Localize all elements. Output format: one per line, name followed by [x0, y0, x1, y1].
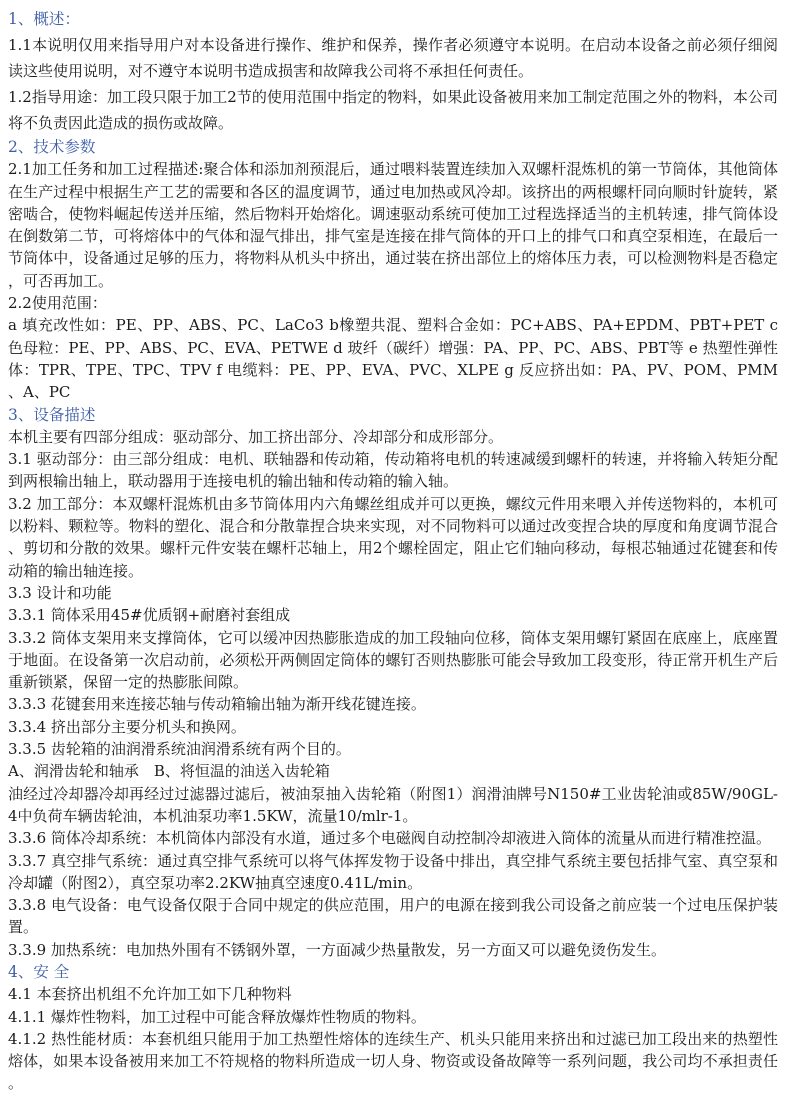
heading-safety: 4、安 全: [8, 962, 70, 981]
heading-equipment-description: 3、设备描述: [8, 405, 96, 424]
paragraph-3-3-9: 3.3.9 加热系统：电加热外围有不锈钢外罩，一方面减少热量散发，另一方面又可以避免烫伤发生。: [8, 940, 666, 959]
paragraph-2-2-title: 2.2使用范围：: [8, 294, 107, 313]
paragraph-3-3-8: 3.3.8 电气设备：电气设备仅限于合同中规定的供应范围，用户的电源在接到我公司设备之前应装一个过电压保护装置。: [8, 896, 778, 937]
section-overview: [8, 6, 778, 136]
paragraph-1-1: 1.1本说明仅用来指导用户对本设备进行操作、维护和保养，操作者必须遵守本说明。在启动本设备之前必须仔细阅读这些使用说明，对不遵守本说明书造成损害和故障我公司将不承担任何责任。: [8, 36, 778, 80]
paragraph-2-1: 2.1加工任务和加工过程描述:聚合体和添加剂预混后，通过喂料装置连续加入双螺杆混炼机的第一节筒体，其他筒体在生产过程中根据生产工艺的需要和各区的温度调节，通过电加热或风冷却。该挤出的两根螺杆同向顺时针旋转，紧密啮合，使物料崛起传送并压缩，然后物料开始熔化。调速驱动系统可使加工过程选择适当的主机转速，排气筒体设在倒数第二节，可将熔体中的气体和湿气排出，排气室是连接在排气筒体的开口上的排气口和真空泵相连，在最后一节筒体中，设备通过足够的压力，将物料从机头中挤出，通过装在挤出部位上的熔体压力表，可以检测物料是否稳定，可否再加工。: [8, 160, 778, 290]
paragraph-3-intro: 本机主要有四部分组成：驱动部分、加工挤出部分、冷却部分和成形部分。: [8, 427, 504, 446]
section-safety: [8, 961, 778, 1095]
paragraph-3-3-5-oil-spec: 油经过冷却器冷却再经过过滤器过滤后，被油泵抽入齿轮箱（附图1）润滑油牌号N150#工业齿轮油或85W/90GL-4中负荷车辆齿轮油，本机油泵功率1.5KW，流量10/mlr-1。: [8, 784, 778, 825]
paragraph-4-1: 4.1 本套挤出机组不允许加工如下几种物料: [8, 985, 292, 1004]
section-equipment-description: [8, 404, 778, 961]
heading-overview: 1、概述：: [8, 10, 80, 28]
paragraph-3-3-1: 3.3.1 筒体采用45#优质钢+耐磨衬套组成: [8, 606, 291, 625]
paragraph-3-3-4: 3.3.4 挤出部分主要分机头和换网。: [8, 717, 246, 736]
paragraph-3-3-3: 3.3.3 花键套用来连接芯轴与传动箱输出轴为渐开线花键连接。: [8, 695, 426, 714]
paragraph-3-3-5: 3.3.5 齿轮箱的油润滑系统油润滑系统有两个目的。: [8, 740, 351, 759]
paragraph-3-3: 3.3 设计和功能: [8, 583, 112, 602]
paragraph-3-3-5-purposes: A、润滑齿轮和轴承 B、将恒温的油送入齿轮箱: [8, 762, 330, 781]
paragraph-3-2: 3.2 加工部分：本双螺杆混炼机由多节筒体用内六角螺丝组成并可以更换，螺纹元件用来喂入并传送物料的，本机可以粉料、颗粒等。物料的塑化、混合和分散靠捏合块来实现，对不同物料可以通过改变捏合块的厚度和角度调节混合、剪切和分散的效果。螺杆元件安装在螺杆芯轴上，用2个螺栓固定，阻止它们轴向移动，每根芯轴通过花键套和传动箱的输出轴连接。: [8, 494, 778, 580]
paragraph-3-3-6: 3.3.6 筒体冷却系统：本机筒体内部没有水道，通过多个电磁阀自动控制冷却液进入筒体的流量从而进行精准控温。: [8, 829, 771, 848]
paragraph-3-3-2: 3.3.2 筒体支架用来支撑筒体，它可以缓冲因热膨胀造成的加工段轴向位移，筒体支架用螺钉紧固在底座上，底座置于地面。在设备第一次启动前，必须松开两侧固定筒体的螺钉否则热膨胀可能会导致加工段变形，待正常开机生产后重新锁紧，保留一定的热膨胀间隙。: [8, 628, 778, 692]
heading-technical-parameters: 2、技术参数: [8, 138, 96, 156]
paragraph-4-1-1: 4.1.1 爆炸性物料，加工过程中可能含释放爆炸性物质的物料。: [8, 1007, 426, 1026]
section-technical-parameters: [8, 136, 778, 404]
paragraph-4-1-2: 4.1.2 热性能材质：本套机组只能用于加工热塑性熔体的连续生产、机头只能用来挤出和过滤已加工段出来的热塑性熔体，如果本设备被用来加工不符规格的物料所造成一切人身、物资或设备故障等一系列问题，我公司均不承担责任。: [8, 1029, 778, 1093]
paragraph-2-2-materials: a 填充改性如：PE、PP、ABS、PC、LaCo3 b橡塑共混、塑料合金如：PC+ABS、PA+EPDM、PBT+PET c 色母粒：PE、PP、ABS、PC、EVA、PETWE d 玻纤（碳纤）增强：PA、PP、PC、ABS、PBT等 e 热塑性弹性体：TPR、TPE、TPC、TPV f 电缆料：PE、PP、EVA、PVC、XLPE g 反应挤出如：PA、PV、POM、PMM、A、PC: [8, 316, 778, 402]
paragraph-3-1: 3.1 驱动部分：由三部分组成：电机、联轴器和传动箱，传动箱将电机的转速减缓到螺杆的转速，并将输入转矩分配到两根输出轴上，联动器用于连接电机的输出轴和传动箱的输入轴。: [8, 450, 778, 491]
paragraph-3-3-7: 3.3.7 真空排气系统：通过真空排气系统可以将气体挥发物于设备中排出，真空排气系统主要包括排气室、真空泵和冷却罐（附图2），真空泵功率2.2KW抽真空速度0.41L/min。: [8, 851, 778, 892]
paragraph-1-2: 1.2指导用途：加工段只限于加工2节的使用范围中指定的物料，如果此设备被用来加工制定范围之外的物料，本公司将不负责因此造成的损伤或故障。: [8, 88, 778, 132]
